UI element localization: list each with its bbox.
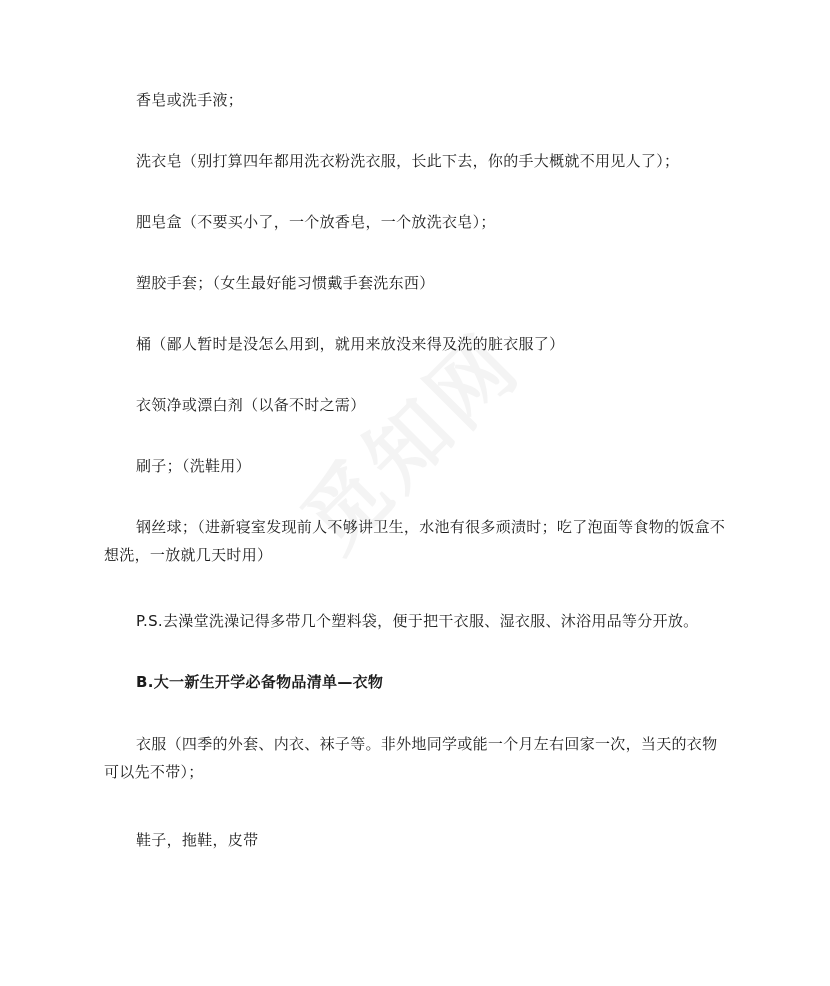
list-item-steel-wool: 钢丝球；（进新寝室发现前人不够讲卫生，水池有很多顽渍时；吃了泡面等食物的饭盒不想洗，一放就几天时用） <box>104 518 726 564</box>
list-item-laundry-soap: 洗衣皂（别打算四年都用洗衣粉洗衣服，长此下去，你的手大概就不用见人了）； <box>136 152 680 170</box>
list-item-bleach: 衣领净或漂白剂（以备不时之需） <box>136 396 366 414</box>
list-item-clothes: 衣服（四季的外套、内衣、袜子等。非外地同学或能一个月左右回家一次，当天的衣物可以先不带）； <box>104 735 718 781</box>
list-item-rubber-gloves: 塑胶手套；（女生最好能习惯戴手套洗东西） <box>136 274 435 292</box>
list-item-shoes: 鞋子，拖鞋，皮带 <box>136 831 259 849</box>
ps-note: P.S.去澡堂洗澡记得多带几个塑料袋，便于把干衣服、湿衣服、沐浴用品等分开放。 <box>136 612 699 630</box>
list-item-brush: 刷子；（洗鞋用） <box>136 457 251 475</box>
section-heading-clothing: B.大一新生开学必备物品清单—衣物 <box>136 673 384 691</box>
list-item-soap-box: 肥皂盒（不要买小了，一个放香皂，一个放洗衣皂）； <box>136 213 496 231</box>
list-item-soap: 香皂或洗手液； <box>136 91 244 109</box>
list-item-bucket: 桶（鄙人暂时是没怎么用到，就用来放没来得及洗的脏衣服了） <box>136 335 565 353</box>
